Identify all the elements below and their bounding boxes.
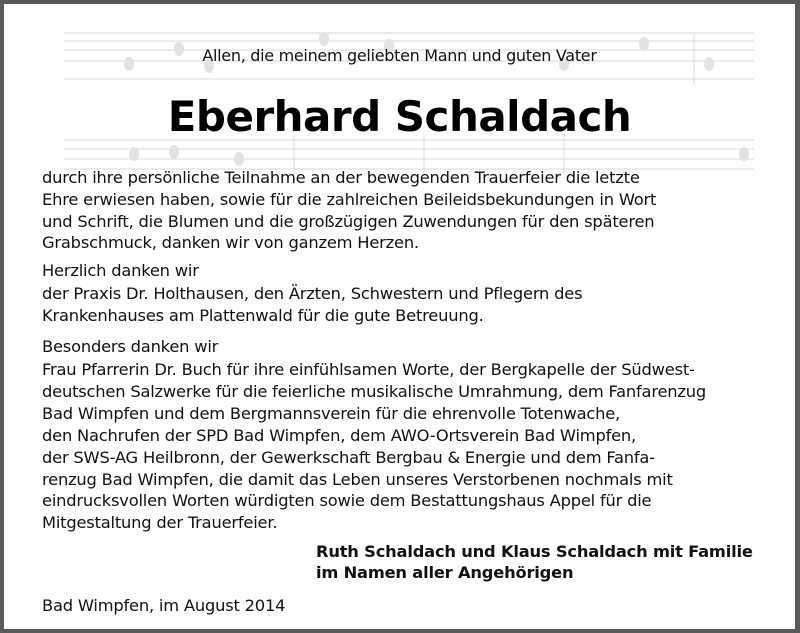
body-line: Frau Pfarrerin Dr. Buch für ihre einfühlsamen Worte, der Bergkapelle der Südwest- <box>42 360 695 379</box>
signature-line: Ruth Schaldach und Klaus Schaldach mit Familie <box>316 542 753 561</box>
body-line: durch ihre persönliche Teilnahme an der bewegenden Trauerfeier die letzte <box>42 168 640 187</box>
body-line: deutschen Salzwerke für die feierliche musikalische Umrahmung, dem Fanfarenzug <box>42 382 707 401</box>
body-line: Grabschmuck, danken wir von ganzem Herzen. <box>42 233 419 252</box>
body-line: Herzlich danken wir <box>42 261 199 280</box>
obituary-notice <box>4 4 795 629</box>
body-line: Ehre erwiesen haben, sowie für die zahlreichen Beileidsbekundungen in Wort <box>42 190 657 209</box>
body-line: Mitgestaltung der Trauerfeier. <box>42 513 278 532</box>
body-line: den Nachrufen der SPD Bad Wimpfen, dem AWO-Ortsverein Bad Wimpfen, <box>42 426 637 445</box>
body-line: renzug Bad Wimpfen, die damit das Leben unseres Verstorbenen nochmals mit <box>42 470 673 489</box>
body-line: eindrucksvollen Worten würdigten sowie dem Bestattungshaus Appel für die <box>42 491 652 510</box>
place-date: Bad Wimpfen, im August 2014 <box>42 596 286 615</box>
signature-line: im Namen aller Angehörigen <box>316 563 574 582</box>
body-line: der Praxis Dr. Holthausen, den Ärzten, Schwestern und Pflegern des <box>42 284 583 303</box>
intro-line: Allen, die meinem geliebten Mann und guten Vater <box>202 46 597 65</box>
sheet-music-background <box>4 4 795 174</box>
body-line: Bad Wimpfen und dem Bergmannsverein für die ehrenvolle Totenwache, <box>42 404 621 423</box>
body-line: Besonders danken wir <box>42 337 219 356</box>
body-line: der SWS-AG Heilbronn, der Gewerkschaft Bergbau & Energie und dem Fanfa- <box>42 448 655 467</box>
body-line: Krankenhauses am Plattenwald für die gute Betreuung. <box>42 306 484 325</box>
deceased-name: Eberhard Schaldach <box>167 92 632 141</box>
body-line: und Schrift, die Blumen und die großzügigen Zuwendungen für den späteren <box>42 212 655 231</box>
